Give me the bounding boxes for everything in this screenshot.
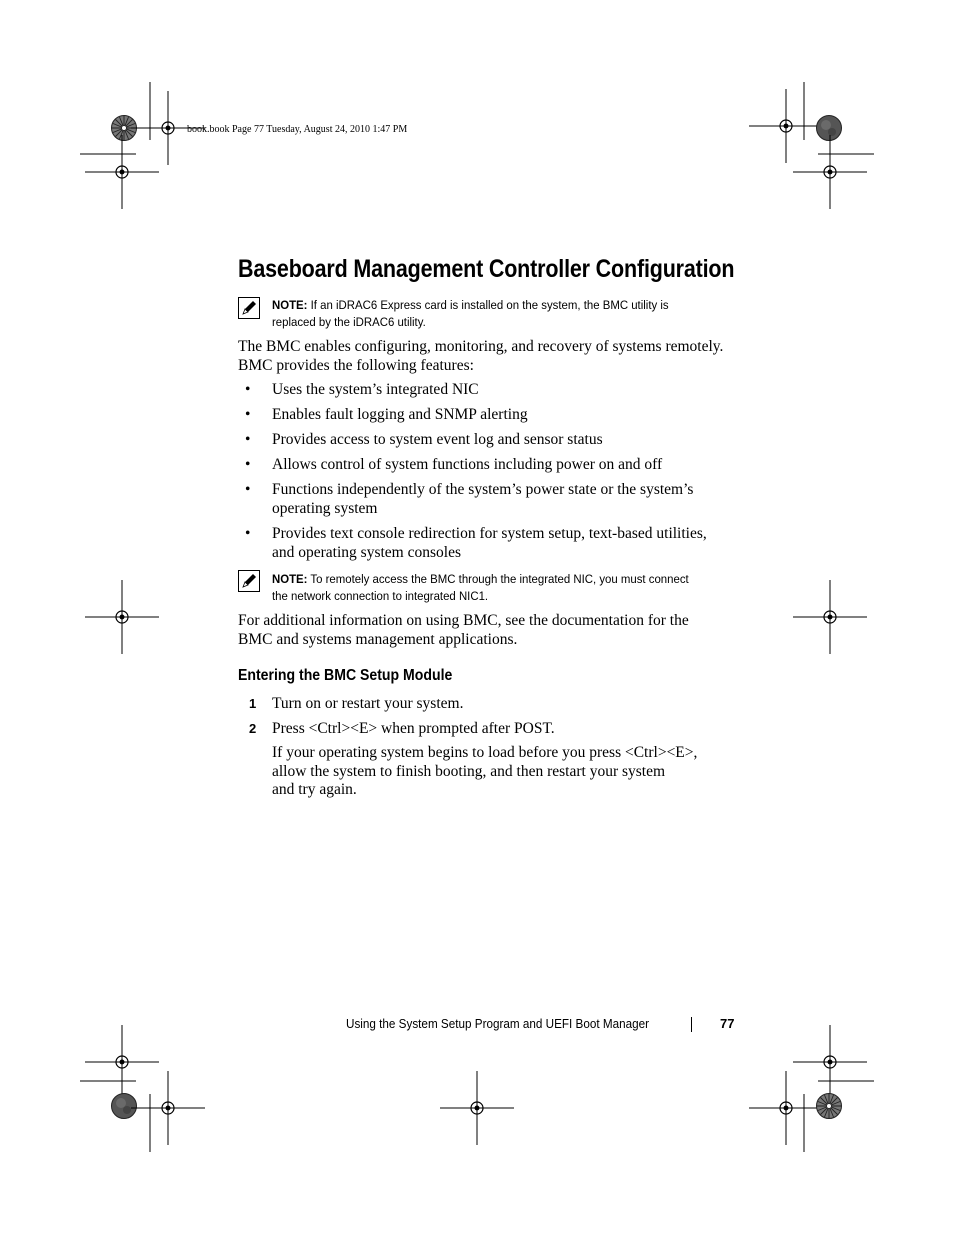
list-item: Provides access to system event log and sensor status [272,431,603,448]
list-item-line: Functions independently of the system’s power state or the system’s [272,481,694,498]
note-block [272,571,704,605]
bullet-marker: • [245,431,251,448]
section-heading: Entering the BMC Setup Module [238,667,453,684]
page-title: Baseboard Management Controller Configuration [238,255,735,283]
step-detail-line: allow the system to finish booting, and then restart your system [272,762,666,780]
paragraph-line: For additional information on using BMC, see the documentation for the [238,612,689,629]
bullet-marker: • [245,481,251,498]
paragraph-line: BMC and systems management applications. [238,630,518,648]
footer-section-title: Using the System Setup Program and UEFI Boot Manager [346,1016,650,1031]
note-text: If an iDRAC6 Express card is installed on the system, the BMC utility is [310,298,669,312]
note-label: NOTE: [272,298,308,312]
additional-info-paragraph [238,612,738,649]
step-number: 1 [249,696,257,711]
note-line [272,297,704,314]
note-line: replaced by the iDRAC6 utility. [272,315,426,329]
page-number: 77 [720,1016,735,1031]
print-slug: book.book Page 77 Tuesday, August 24, 2010 1:47 PM [187,124,408,135]
note-line [272,571,704,588]
step-number: 2 [249,721,257,736]
step-text: Press <Ctrl><E> when prompted after POST. [272,720,555,737]
bullet-marker: • [245,406,251,423]
list-item: Allows control of system functions including power on and off [272,456,663,473]
bullet-marker: • [245,525,251,542]
list-item-line: Provides text console redirection for system setup, text-based utilities, [272,525,707,542]
list-item: Uses the system’s integrated NIC [272,381,479,398]
list-item-line: and operating system consoles [272,543,461,561]
intro-paragraph [238,338,738,375]
step-detail-line: and try again. [272,781,357,798]
paragraph-line: The BMC enables configuring, monitoring, and recovery of systems remotely. [238,338,724,355]
bullet-marker: • [245,381,251,398]
list-item [272,525,732,562]
note-line: the network connection to integrated NIC1. [272,589,489,603]
footer-separator [691,1017,692,1032]
paragraph-line: BMC provides the following features: [238,356,474,374]
note-label: NOTE: [272,572,308,586]
list-item: Enables fault logging and SNMP alerting [272,406,528,423]
note-text: To remotely access the BMC through the integrated NIC, you must connect [310,572,689,586]
bullet-marker: • [245,456,251,473]
note-block [272,297,704,331]
list-item [272,481,732,518]
step-text: Turn on or restart your system. [272,695,464,712]
list-item-line: operating system [272,499,378,517]
step-detail-line: If your operating system begins to load before you press <Ctrl><E>, [272,744,698,761]
note-pencil-icon [238,297,260,319]
step-detail [272,744,732,800]
note-pencil-icon [238,570,260,592]
